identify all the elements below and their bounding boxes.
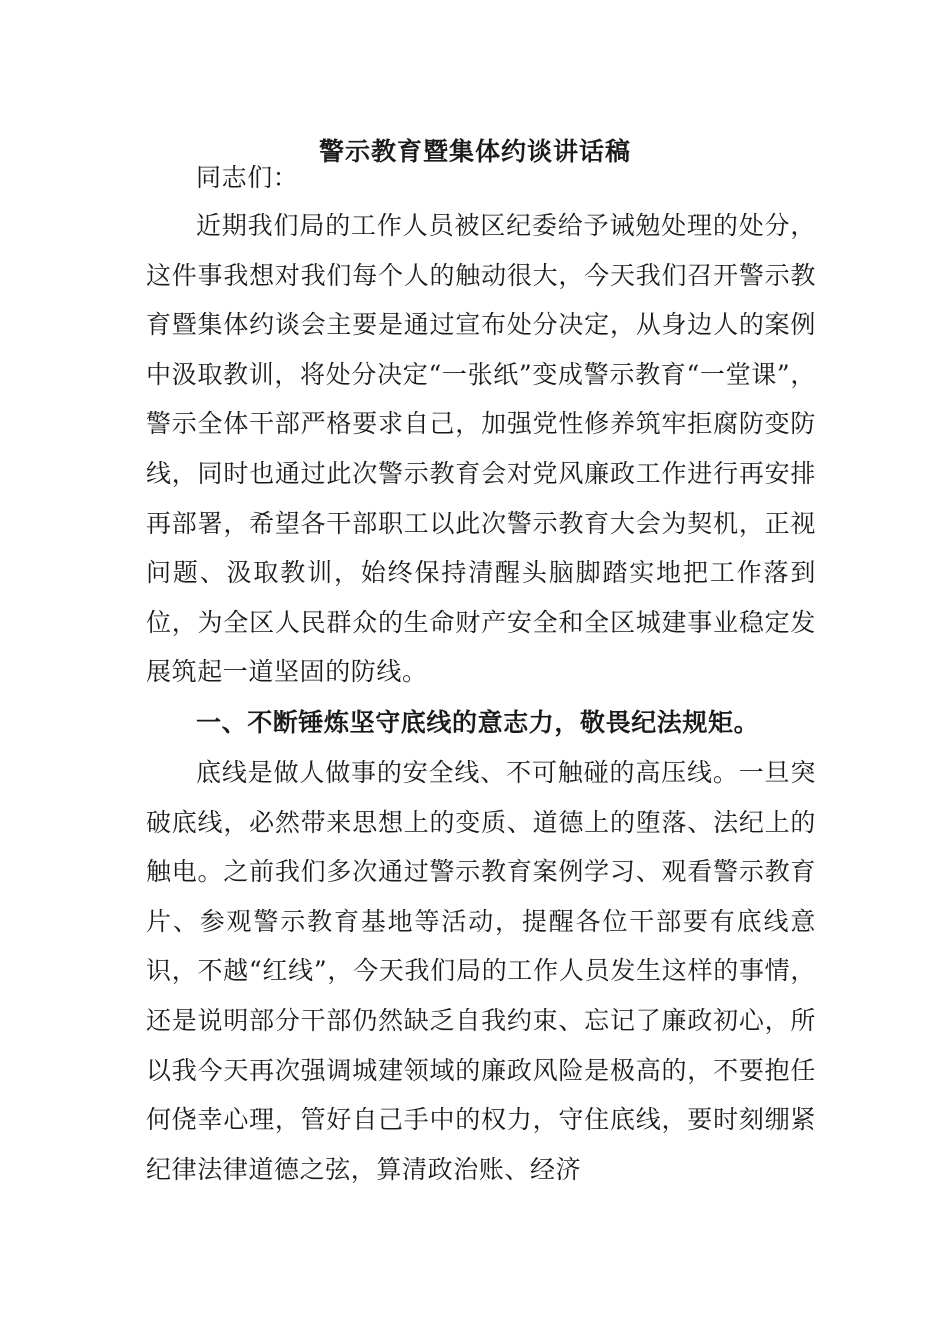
greeting: 同志们： — [196, 163, 299, 192]
paragraph-1: 近期我们局的工作人员被区纪委给予诫勉处理的处分，这件事我想对我们每个人的触动很大，今天我们召开警示教育暨集体约谈会主要是通过宣布处分决定，从身边人的案例中汲取教训，将处分决定“一张纸”变成警示教育“一堂课”，警示全体干部严格要求自己，加强党性修养筑牢拒腐防变防线，同时也通过此次警示教育会对党风廉政工作进行再安排再部署，希望各干部职工以此次警示教育大会为契机，正视问题、汲取教训，始终保持清醒头脑脚踏实地把工作落到位，为全区人民群众的生命财产安全和全区城建事业稳定发展筑起一道坚固的防线。 — [146, 211, 816, 687]
section-heading-1: 一、不断锤炼坚守底线的意志力，敬畏纪法规矩。 — [196, 708, 760, 737]
document-title: 警示教育暨集体约谈讲话稿 — [318, 137, 631, 166]
section-heading-block — [146, 698, 816, 748]
body-block-2 — [146, 748, 816, 1194]
body-block-1 — [146, 201, 816, 697]
greeting-block — [146, 153, 816, 203]
paragraph-2: 底线是做人做事的安全线、不可触碰的高压线。一旦突破底线，必然带来思想上的变质、道德上的堕落、法纪上的触电。之前我们多次通过警示教育案例学习、观看警示教育片、参观警示教育基地等活动，提醒各位干部要有底线意识，不越“红线”，今天我们局的工作人员发生这样的事情，还是说明部分干部仍然缺乏自我约束、忘记了廉政初心，所以我今天再次强调城建领域的廉政风险是极高的，不要抱任何侥幸心理，管好自己手中的权力，守住底线，要时刻绷紧纪律法律道德之弦，算清政治账、经济 — [146, 758, 816, 1184]
